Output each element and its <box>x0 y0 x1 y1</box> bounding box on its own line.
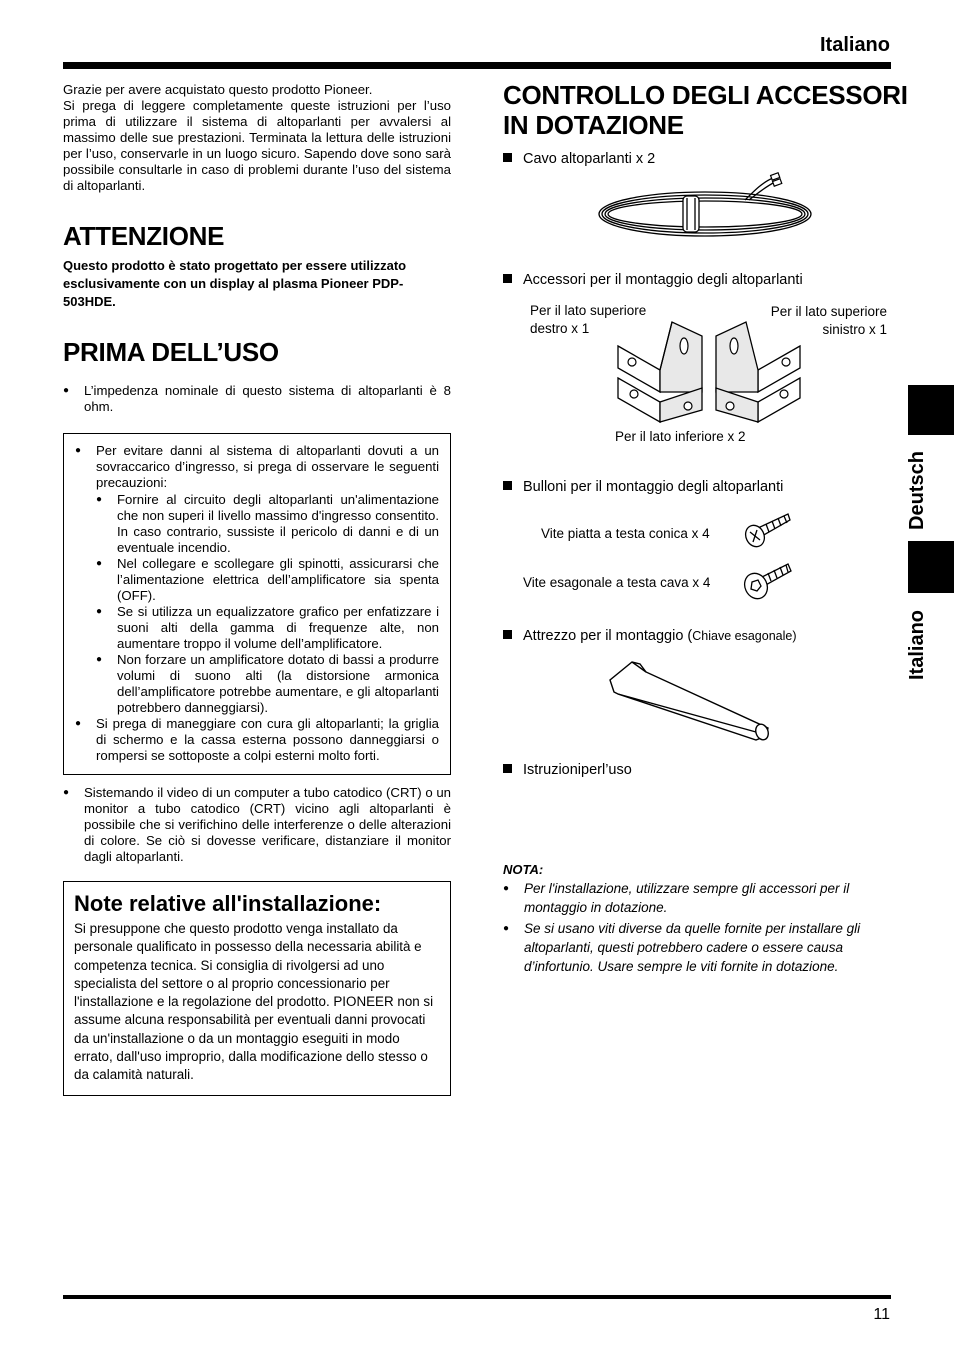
install-text: Si presuppone che questo prodotto venga installato da personale qualificato in possesso della necessaria abilità e competenza tecnica. Si consiglia di rivolgersi ad uno specialista del settore o al proprio concessionario per l'installazione e la regolazione del prodotto. PIONEER non si assume alcuna responsabilità per eventuali danni provocati da un'installazione o da un montaggio eseguiti in modo errato, dall'uso improprio, dalla modificazione dello stesso o da calamità naturali. <box>74 921 434 1083</box>
square-bullet-icon <box>503 630 512 639</box>
attenzione-text: Questo prodotto è stato progettato per essere utilizzato esclusivamente con un display al plasma Pioneer PDP-503HDE. <box>63 258 407 309</box>
square-bullet-icon <box>503 153 512 162</box>
prima-title: PRIMA DELL’USO <box>63 337 279 367</box>
list-item: ● Si prega di maneggiare con cura gli altoparlanti; la griglia di schermo e la cassa esterna possono danneggiarsi o rompersi se sottoposte a colpi esterni molto forti. <box>75 716 439 764</box>
hex-socket-screw-icon <box>742 556 794 602</box>
list-item: ● Per evitare danni al sistema di altoparlanti dovuti a un sovraccarico d’ingresso, si prega di osservare le seguenti precauzioni: ● Fornire al circuito degli altoparlanti un'alimentazione che non superi il livello massimo d'ingresso consentito. In caso contrario, sussiste il pericolo di danni e di un eventuale incendio. ● Nel collegare e scollegare gli spinotti, assicurarsi che l’alimentazione elettrica dell’amplificatore sia spenta (OFF). ● Se si utilizza un equalizzatore grafico per enfatizzare i suoni alti della gamma di frequenze alte, non aumentare troppo il volume dell’amplificatore. ● Non forzare un amplificatore dotato di bassi a produrre volumi di suono alti (la distorsione armonica dell’amplificatore potrebbe aumentare, e gli altoparlanti potrebbero danneggiarsi). <box>75 443 439 716</box>
bracket-bottom-label: Per il lato inferiore x 2 <box>615 429 746 444</box>
accessory-cable: Cavo altoparlanti x 2 <box>503 151 655 167</box>
list-item: ● Non forzare un amplificatore dotato di bassi a produrre volumi di suono alti (la distorsione armonica dell’amplificatore potrebbe aumentare, e gli altoparlanti potrebbero danneggiarsi). <box>96 652 439 716</box>
precautions-list <box>75 443 439 764</box>
hex-key-illustration <box>606 658 772 742</box>
prima-bullet-list <box>63 383 451 415</box>
flat-screw-icon <box>742 506 794 550</box>
install-title: Note relative all'installazione: <box>74 891 382 916</box>
list-item: ● Se si usano viti diverse da quelle fornite per installare gli altoparlanti, questi potrebbero cadere o essere causa d’infortunio. Usare sempre le viti fornite in dotazione. <box>503 919 891 976</box>
attenzione-title: ATTENZIONE <box>63 221 225 251</box>
header-language: Italiano <box>819 34 890 56</box>
top-rule <box>63 62 891 69</box>
accessory-mounting: Accessori per il montaggio degli altoparlanti <box>503 272 803 288</box>
intro-text: Grazie per avere acquistato questo prodotto Pioneer. Si prega di leggere completamente queste istruzioni per l’uso prima di utilizzare il sistema di altoparlanti per avvalersi al massimo delle sue prestazioni. Terminata la lettura delle istruzioni per l’uso, conservarle in un luogo sicuro. Sapendo dove sono sarà possibile consultarle in caso di problemi durante l’uso del sistema di altoparlanti. <box>63 82 451 193</box>
accessory-tool: Attrezzo per il montaggio (Chiave esagonale) <box>503 628 797 644</box>
bracket-right-label: Per il lato superiore destro x 1 <box>530 303 647 336</box>
accessory-bolts: Bulloni per il montaggio degli altoparlanti <box>503 479 783 495</box>
nota-title: NOTA: <box>503 862 544 877</box>
bracket-left-label: Per il lato superiore sinistro x 1 <box>770 304 887 337</box>
side-tab-italiano[interactable]: Italiano <box>906 609 928 680</box>
side-tab-block-bottom <box>908 541 954 593</box>
square-bullet-icon <box>503 764 512 773</box>
square-bullet-icon <box>503 481 512 490</box>
list-item: ● Per l'installazione, utilizzare sempre gli accessori per il montaggio in dotazione. <box>503 879 891 917</box>
bottom-rule <box>63 1295 891 1299</box>
precautions-sublist <box>96 492 439 716</box>
mounting-brackets-illustration <box>614 318 804 428</box>
speaker-cable-illustration <box>595 170 815 242</box>
precautions-box <box>63 433 451 775</box>
hex-screw-label: Vite esagonale a testa cava x 4 <box>523 575 711 590</box>
list-item: ● Se si utilizza un equalizzatore grafico per enfatizzare i suoni alti della gamma di frequenze alte, non aumentare troppo il volume dell’amplificatore. <box>96 604 439 652</box>
nota-list <box>503 879 891 976</box>
square-bullet-icon <box>503 274 512 283</box>
side-tab-block-top <box>908 385 954 435</box>
install-notes-box <box>63 881 451 1096</box>
list-item: ● Nel collegare e scollegare gli spinotti, assicurarsi che l’alimentazione elettrica dell’amplificatore sia spenta (OFF). <box>96 556 439 604</box>
flat-screw-label: Vite piatta a testa conica x 4 <box>541 526 710 541</box>
crt-bullet-list <box>63 785 451 865</box>
side-tab-deutsch[interactable]: Deutsch <box>906 451 928 530</box>
accessory-manual: Istruzioniperl’uso <box>503 762 632 778</box>
list-item: ● L’impedenza nominale di questo sistema di altoparlanti è 8 ohm. <box>63 383 451 415</box>
list-item: ● Sistemando il video di un computer a tubo catodico (CRT) o un monitor a tubo catodico (CRT) vicino agli altoparlanti è possibile che si verifichino delle interferenze o delle alterazioni di colore. Se ciò si dovesse verificare, distanziare il monitor dagli altoparlanti. <box>63 785 451 865</box>
page-number: 11 <box>873 1306 890 1323</box>
list-item: ● Fornire al circuito degli altoparlanti un'alimentazione che non superi il livello massimo d'ingresso consentito. In caso contrario, sussiste il pericolo di danni e di un eventuale incendio. <box>96 492 439 556</box>
accessori-title: CONTROLLO DEGLI ACCESSORI IN DOTAZIONE <box>503 80 908 140</box>
